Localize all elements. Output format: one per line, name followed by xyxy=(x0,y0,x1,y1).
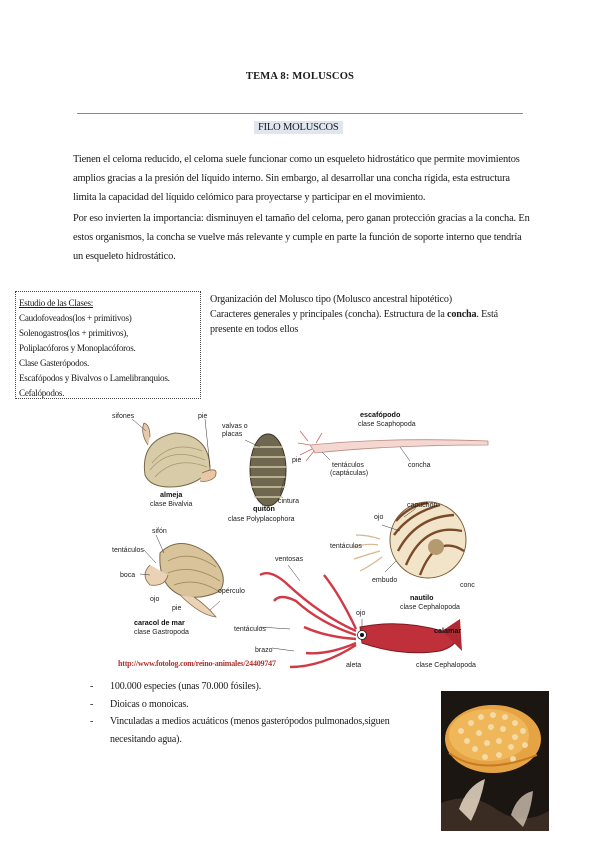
label-tentaculos-caracol: tentáculos xyxy=(112,547,144,554)
figure-source-url: http://www.fotolog.com/reino-animales/24409747 xyxy=(118,659,276,668)
class-item: Caudofoveados(los + primitivos) xyxy=(19,313,132,323)
label-clase-scaphopoda: clase Scaphopoda xyxy=(358,421,416,428)
label-embudo: embudo xyxy=(372,577,398,584)
nautilus-illustration xyxy=(354,502,466,578)
label-calamar: calamar xyxy=(434,626,462,635)
label-brazo: brazo xyxy=(255,647,273,654)
label-ojo-nautilo: ojo xyxy=(374,514,384,521)
fact-item: - 100.000 especies (unas 70.000 fósiles). xyxy=(88,678,418,696)
label-tentaculos-calamar: tentáculos xyxy=(234,626,266,633)
organization-line-2: Caracteres generales y principales (concha). Estructura de la concha. Está presente en todos ellos xyxy=(210,309,498,335)
concha-bold: concha xyxy=(447,309,477,320)
classes-box xyxy=(15,291,201,399)
label-ventosas: ventosas xyxy=(275,556,304,563)
fact-item: - Vinculadas a medios acuáticos (menos gasterópodos pulmonados,siguen necesitando agua). xyxy=(88,713,418,748)
paragraph-concha: Por eso invierten la importancia: disminuyen el tamaño del celoma, pero ganan protección gracias a la concha. En estos organismos, la concha se vuelve más relevante y cumple en parte la función de soporte interno que tendría un esqueleto hidrostático. xyxy=(73,213,530,262)
classes-heading: Estudio de las Clases: xyxy=(19,298,94,308)
label-operculo: opérculo xyxy=(218,588,245,595)
label-capuchon: capuchón xyxy=(407,502,438,509)
fact-item: - Dioicas o monoicas. xyxy=(88,696,418,714)
label-clase-cephalopoda-calamar: clase Cephalopoda xyxy=(416,662,476,669)
label-tentaculos-nautilo: tentáculos xyxy=(330,543,362,550)
label-clase-bivalvia: clase Bivalvia xyxy=(150,501,193,508)
label-clase-polyplacophora: clase Polyplacophora xyxy=(228,516,295,523)
label-clase-gastropoda: clase Gastropoda xyxy=(134,629,189,636)
label-almeja: almeja xyxy=(160,490,183,499)
title-divider xyxy=(77,113,523,114)
label-valvas: valvas o xyxy=(222,423,248,430)
label-conc: conc xyxy=(460,582,475,589)
page-title: TEMA 8: MOLUSCOS xyxy=(245,71,355,82)
class-item: Cefalópodos. xyxy=(19,388,65,398)
class-item: Poliplacóforos y Monoplacóforos. xyxy=(19,343,136,353)
class-item: Escafópodos y Bivalvos o Lamelibranquios. xyxy=(19,373,170,383)
tusk-shell-illustration xyxy=(298,431,488,461)
label-tentaculos-escafopodo: tentáculos xyxy=(332,462,364,469)
organization-line-1: Organización del Molusco tipo (Molusco ancestral hipotético) xyxy=(210,294,452,305)
mollusc-classes-figure xyxy=(110,405,495,673)
chiton-illustration xyxy=(245,434,286,506)
label-aleta: aleta xyxy=(346,662,362,669)
label-concha: concha xyxy=(408,462,431,469)
label-pie: pie xyxy=(198,413,208,420)
label-placas: placas xyxy=(222,431,243,438)
label-cintura: cintura xyxy=(278,498,300,505)
label-pie-caracol: pie xyxy=(172,605,182,612)
label-sifones: sifones xyxy=(112,413,135,420)
class-item: Clase Gasterópodos. xyxy=(19,358,90,368)
label-ojo-calamar: ojo xyxy=(356,610,366,617)
label-clase-cephalopoda-nautilo: clase Cephalopoda xyxy=(400,604,460,611)
cowrie-shell-photo xyxy=(441,691,549,831)
label-nautilo: nautilo xyxy=(410,593,434,602)
label-captaculas: (captáculas) xyxy=(330,470,369,477)
label-sifon: sifón xyxy=(152,528,167,535)
organization-text xyxy=(210,292,530,337)
label-caracol: caracol de mar xyxy=(134,618,185,627)
label-quiton: quitón xyxy=(253,504,275,513)
facts-list xyxy=(88,678,418,748)
label-ojo-caracol: ojo xyxy=(150,596,160,603)
label-pie-quiton: pie xyxy=(292,457,302,464)
paragraph-celoma: Tienen el celoma reducido, el celoma suele funcionar como un esqueleto hidrostático que permite movimientos amplios gracias a la presión del líquido interno. Sin embargo, al desarrollar una concha rígida, esta estructura limita la capacidad del líquido celómico para proyectarse y participar en el movimiento. xyxy=(73,154,520,203)
label-escafopodo: escafópodo xyxy=(360,410,401,419)
sea-snail-illustration xyxy=(140,535,223,617)
label-boca: boca xyxy=(120,572,136,579)
class-item: Solenogastros(los + primitivos), xyxy=(19,328,129,338)
clam-illustration xyxy=(132,419,216,487)
section-heading: FILO MOLUSCOS xyxy=(254,121,343,134)
